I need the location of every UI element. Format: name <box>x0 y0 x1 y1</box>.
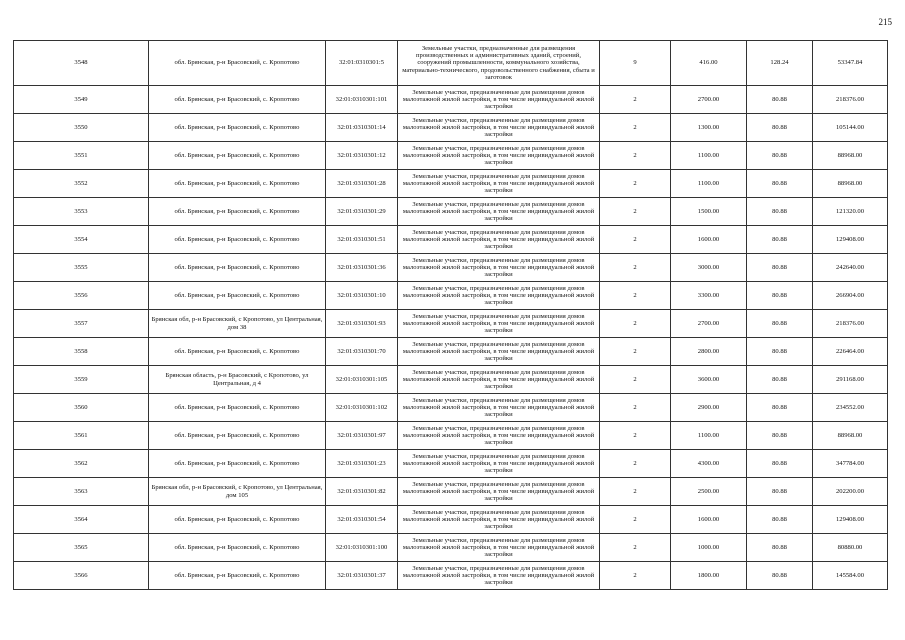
category-code-cell: 2 <box>600 198 671 226</box>
cadastral-number-cell: 32:01:0310301:51 <box>326 226 398 254</box>
table-row <box>14 41 888 86</box>
record-number-cell: 3565 <box>14 534 149 562</box>
table-row <box>14 254 888 282</box>
cadastral-number-cell: 32:01:0310301:82 <box>326 478 398 506</box>
area-cell: 3000.00 <box>671 254 747 282</box>
table-row <box>14 170 888 198</box>
value-cell: 266904.00 <box>813 282 888 310</box>
rate-cell: 80.88 <box>747 310 813 338</box>
land-use-cell: Земельные участки, предназначенные для размещения домов малоэтажной жилой застройки, в том числе индивидуальной жилой застройки <box>398 142 600 170</box>
value-cell: 347784.00 <box>813 450 888 478</box>
area-cell: 2700.00 <box>671 310 747 338</box>
table-row <box>14 310 888 338</box>
land-use-cell: Земельные участки, предназначенные для размещения домов малоэтажной жилой застройки, в том числе индивидуальной жилой застройки <box>398 170 600 198</box>
area-cell: 1300.00 <box>671 114 747 142</box>
record-number-cell: 3551 <box>14 142 149 170</box>
address-cell: обл. Брянская, р-н Брасовский, с. Кропотово <box>149 254 326 282</box>
table-row <box>14 366 888 394</box>
rate-cell: 80.88 <box>747 142 813 170</box>
area-cell: 2500.00 <box>671 478 747 506</box>
land-use-cell: Земельные участки, предназначенные для размещения производственных и административных зданий, строений, сооружений промышленности, коммунального хозяйства, материально-технического, продовольственного снабжения, сбыта и заготовок <box>398 41 600 86</box>
value-cell: 129408.00 <box>813 506 888 534</box>
cadastral-number-cell: 32:01:0310301:10 <box>326 282 398 310</box>
record-number-cell: 3559 <box>14 366 149 394</box>
table-row <box>14 338 888 366</box>
address-cell: обл. Брянская, р-н Брасовский, с. Кропотово <box>149 562 326 590</box>
record-number-cell: 3556 <box>14 282 149 310</box>
area-cell: 1800.00 <box>671 562 747 590</box>
address-cell: обл. Брянская, р-н Брасовский, с. Кропотово <box>149 170 326 198</box>
cadastral-number-cell: 32:01:0310301:14 <box>326 114 398 142</box>
address-cell: Брянская область, р-н Брасовский, с Кропотово, ул Центральная, д 4 <box>149 366 326 394</box>
rate-cell: 80.88 <box>747 506 813 534</box>
rate-cell: 80.88 <box>747 114 813 142</box>
land-use-cell: Земельные участки, предназначенные для размещения домов малоэтажной жилой застройки, в том числе индивидуальной жилой застройки <box>398 366 600 394</box>
rate-cell: 80.88 <box>747 198 813 226</box>
area-cell: 1100.00 <box>671 422 747 450</box>
value-cell: 129408.00 <box>813 226 888 254</box>
rate-cell: 128.24 <box>747 41 813 86</box>
address-cell: обл. Брянская, р-н Брасовский, с. Кропотово <box>149 114 326 142</box>
table-row <box>14 562 888 590</box>
rate-cell: 80.88 <box>747 226 813 254</box>
address-cell: обл. Брянская, р-н Брасовский, с. Кропотово <box>149 450 326 478</box>
land-use-cell: Земельные участки, предназначенные для размещения домов малоэтажной жилой застройки, в том числе индивидуальной жилой застройки <box>398 198 600 226</box>
address-cell: обл. Брянская, р-н Брасовский, с. Кропотово <box>149 226 326 254</box>
land-use-cell: Земельные участки, предназначенные для размещения домов малоэтажной жилой застройки, в том числе индивидуальной жилой застройки <box>398 394 600 422</box>
record-number-cell: 3552 <box>14 170 149 198</box>
table-body <box>14 41 888 590</box>
address-cell: обл. Брянская, р-н Брасовский, с. Кропотово <box>149 41 326 86</box>
category-code-cell: 2 <box>600 142 671 170</box>
table-row <box>14 394 888 422</box>
rate-cell: 80.88 <box>747 394 813 422</box>
record-number-cell: 3561 <box>14 422 149 450</box>
cadastral-number-cell: 32:01:0310301:100 <box>326 534 398 562</box>
rate-cell: 80.88 <box>747 254 813 282</box>
value-cell: 88968.00 <box>813 170 888 198</box>
address-cell: обл. Брянская, р-н Брасовский, с. Кропотово <box>149 338 326 366</box>
record-number-cell: 3550 <box>14 114 149 142</box>
category-code-cell: 2 <box>600 366 671 394</box>
record-number-cell: 3553 <box>14 198 149 226</box>
area-cell: 1100.00 <box>671 170 747 198</box>
page-number: 215 <box>878 17 892 27</box>
land-use-cell: Земельные участки, предназначенные для размещения домов малоэтажной жилой застройки, в том числе индивидуальной жилой застройки <box>398 506 600 534</box>
category-code-cell: 2 <box>600 506 671 534</box>
land-registry-table <box>13 40 888 590</box>
address-cell: обл. Брянская, р-н Брасовский, с. Кропотово <box>149 394 326 422</box>
land-use-cell: Земельные участки, предназначенные для размещения домов малоэтажной жилой застройки, в том числе индивидуальной жилой застройки <box>398 226 600 254</box>
value-cell: 242640.00 <box>813 254 888 282</box>
record-number-cell: 3562 <box>14 450 149 478</box>
category-code-cell: 2 <box>600 226 671 254</box>
land-use-cell: Земельные участки, предназначенные для размещения домов малоэтажной жилой застройки, в том числе индивидуальной жилой застройки <box>398 254 600 282</box>
cadastral-number-cell: 32:01:0310301:29 <box>326 198 398 226</box>
cadastral-number-cell: 32:01:0310301:28 <box>326 170 398 198</box>
cadastral-number-cell: 32:01:0310301:70 <box>326 338 398 366</box>
address-cell: обл. Брянская, р-н Брасовский, с. Кропотово <box>149 282 326 310</box>
value-cell: 88968.00 <box>813 422 888 450</box>
area-cell: 4300.00 <box>671 450 747 478</box>
table-row <box>14 506 888 534</box>
land-use-cell: Земельные участки, предназначенные для размещения домов малоэтажной жилой застройки, в том числе индивидуальной жилой застройки <box>398 422 600 450</box>
cadastral-number-cell: 32:01:0310301:102 <box>326 394 398 422</box>
record-number-cell: 3566 <box>14 562 149 590</box>
table-row <box>14 478 888 506</box>
land-use-cell: Земельные участки, предназначенные для размещения домов малоэтажной жилой застройки, в том числе индивидуальной жилой застройки <box>398 86 600 114</box>
record-number-cell: 3564 <box>14 506 149 534</box>
category-code-cell: 9 <box>600 41 671 86</box>
rate-cell: 80.88 <box>747 170 813 198</box>
record-number-cell: 3560 <box>14 394 149 422</box>
category-code-cell: 2 <box>600 422 671 450</box>
area-cell: 1500.00 <box>671 198 747 226</box>
value-cell: 121320.00 <box>813 198 888 226</box>
rate-cell: 80.88 <box>747 450 813 478</box>
value-cell: 234552.00 <box>813 394 888 422</box>
land-use-cell: Земельные участки, предназначенные для размещения домов малоэтажной жилой застройки, в том числе индивидуальной жилой застройки <box>398 562 600 590</box>
table-row <box>14 450 888 478</box>
category-code-cell: 2 <box>600 254 671 282</box>
record-number-cell: 3558 <box>14 338 149 366</box>
address-cell: обл. Брянская, р-н Брасовский, с. Кропотово <box>149 142 326 170</box>
land-use-cell: Земельные участки, предназначенные для размещения домов малоэтажной жилой застройки, в том числе индивидуальной жилой застройки <box>398 282 600 310</box>
value-cell: 202200.00 <box>813 478 888 506</box>
rate-cell: 80.88 <box>747 366 813 394</box>
address-cell: обл. Брянская, р-н Брасовский, с. Кропотово <box>149 534 326 562</box>
land-use-cell: Земельные участки, предназначенные для размещения домов малоэтажной жилой застройки, в том числе индивидуальной жилой застройки <box>398 338 600 366</box>
land-use-cell: Земельные участки, предназначенные для размещения домов малоэтажной жилой застройки, в том числе индивидуальной жилой застройки <box>398 534 600 562</box>
address-cell: обл. Брянская, р-н Брасовский, с. Кропотово <box>149 506 326 534</box>
cadastral-number-cell: 32:01:0310301:101 <box>326 86 398 114</box>
record-number-cell: 3549 <box>14 86 149 114</box>
table-row <box>14 422 888 450</box>
record-number-cell: 3563 <box>14 478 149 506</box>
value-cell: 105144.00 <box>813 114 888 142</box>
value-cell: 218376.00 <box>813 310 888 338</box>
value-cell: 88968.00 <box>813 142 888 170</box>
cadastral-number-cell: 32:01:0310301:36 <box>326 254 398 282</box>
rate-cell: 80.88 <box>747 86 813 114</box>
area-cell: 2900.00 <box>671 394 747 422</box>
cadastral-number-cell: 32:01:0310301:93 <box>326 310 398 338</box>
category-code-cell: 2 <box>600 478 671 506</box>
address-cell: обл. Брянская, р-н Брасовский, с. Кропотово <box>149 422 326 450</box>
category-code-cell: 2 <box>600 338 671 366</box>
record-number-cell: 3555 <box>14 254 149 282</box>
category-code-cell: 2 <box>600 86 671 114</box>
rate-cell: 80.88 <box>747 562 813 590</box>
address-cell: обл. Брянская, р-н Брасовский, с. Кропотово <box>149 198 326 226</box>
area-cell: 3300.00 <box>671 282 747 310</box>
area-cell: 1600.00 <box>671 506 747 534</box>
cadastral-number-cell: 32:01:0310301:97 <box>326 422 398 450</box>
category-code-cell: 2 <box>600 310 671 338</box>
cadastral-number-cell: 32:01:0310301:54 <box>326 506 398 534</box>
record-number-cell: 3554 <box>14 226 149 254</box>
table-row <box>14 226 888 254</box>
value-cell: 145584.00 <box>813 562 888 590</box>
cadastral-number-cell: 32:01:0310301:105 <box>326 366 398 394</box>
land-use-cell: Земельные участки, предназначенные для размещения домов малоэтажной жилой застройки, в том числе индивидуальной жилой застройки <box>398 478 600 506</box>
category-code-cell: 2 <box>600 534 671 562</box>
cadastral-number-cell: 32:01:0310301:5 <box>326 41 398 86</box>
rate-cell: 80.88 <box>747 534 813 562</box>
rate-cell: 80.88 <box>747 338 813 366</box>
cadastral-number-cell: 32:01:0310301:12 <box>326 142 398 170</box>
value-cell: 218376.00 <box>813 86 888 114</box>
category-code-cell: 2 <box>600 562 671 590</box>
category-code-cell: 2 <box>600 450 671 478</box>
value-cell: 291168.00 <box>813 366 888 394</box>
record-number-cell: 3557 <box>14 310 149 338</box>
value-cell: 226464.00 <box>813 338 888 366</box>
category-code-cell: 2 <box>600 114 671 142</box>
land-use-cell: Земельные участки, предназначенные для размещения домов малоэтажной жилой застройки, в том числе индивидуальной жилой застройки <box>398 114 600 142</box>
value-cell: 80880.00 <box>813 534 888 562</box>
area-cell: 1000.00 <box>671 534 747 562</box>
category-code-cell: 2 <box>600 394 671 422</box>
table-row <box>14 114 888 142</box>
address-cell: Брянская обл, р-н Брасовский, с Кропотово, ул Центральная, дом 38 <box>149 310 326 338</box>
rate-cell: 80.88 <box>747 478 813 506</box>
category-code-cell: 2 <box>600 170 671 198</box>
category-code-cell: 2 <box>600 282 671 310</box>
table-row <box>14 86 888 114</box>
area-cell: 1600.00 <box>671 226 747 254</box>
land-use-cell: Земельные участки, предназначенные для размещения домов малоэтажной жилой застройки, в том числе индивидуальной жилой застройки <box>398 450 600 478</box>
area-cell: 1100.00 <box>671 142 747 170</box>
area-cell: 2800.00 <box>671 338 747 366</box>
cadastral-number-cell: 32:01:0310301:23 <box>326 450 398 478</box>
cadastral-number-cell: 32:01:0310301:37 <box>326 562 398 590</box>
record-number-cell: 3548 <box>14 41 149 86</box>
area-cell: 3600.00 <box>671 366 747 394</box>
area-cell: 2700.00 <box>671 86 747 114</box>
rate-cell: 80.88 <box>747 282 813 310</box>
table-row <box>14 142 888 170</box>
table-row <box>14 198 888 226</box>
table-row <box>14 534 888 562</box>
address-cell: Брянская обл, р-н Брасовский, с Кропотово, ул Центральная, дом 105 <box>149 478 326 506</box>
area-cell: 416.00 <box>671 41 747 86</box>
value-cell: 53347.84 <box>813 41 888 86</box>
address-cell: обл. Брянская, р-н Брасовский, с. Кропотово <box>149 86 326 114</box>
rate-cell: 80.88 <box>747 422 813 450</box>
land-use-cell: Земельные участки, предназначенные для размещения домов малоэтажной жилой застройки, в том числе индивидуальной жилой застройки <box>398 310 600 338</box>
table-row <box>14 282 888 310</box>
